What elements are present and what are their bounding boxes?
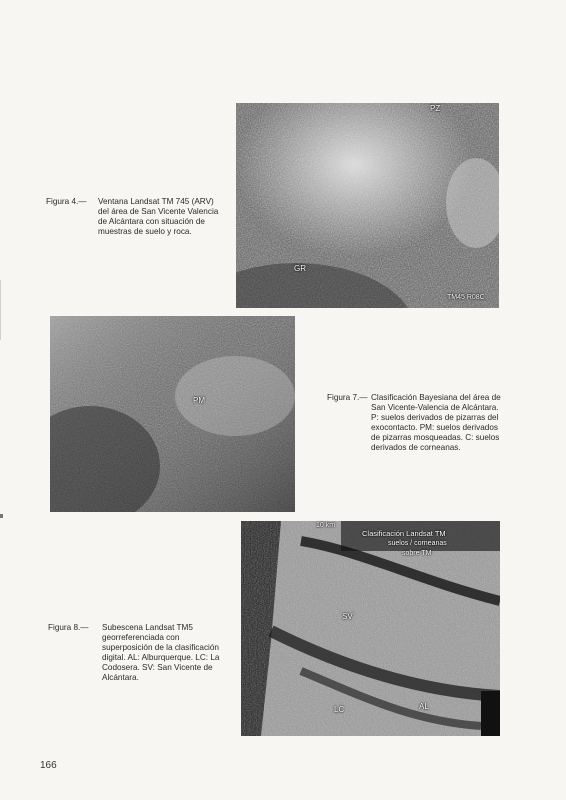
figure-4-number: Figura 4.—	[46, 197, 87, 206]
figure-8-legend-title-3: sobre TM	[402, 550, 432, 557]
figure-8-label-sv: SV	[342, 612, 353, 621]
figure-7-caption-text: Clasificación Bayesiana del área de San Vicente-Valencia de Alcántara. P: suelos derivados de pizarras del exocontacto. PM: suelos derivados de pizarras mosqueadas. C: suelos derivados de corneanas.	[371, 393, 501, 452]
figure-4-caption-text: Ventana Landsat TM 745 (ARV) del área de San Vicente Valencia de Alcántara con situación de muestras de suelo y roca.	[98, 197, 219, 236]
figure-8-scale-label: 10 km	[316, 522, 336, 529]
figure-8-label-lc: LC	[334, 705, 345, 714]
figure-4-label-corner: TM45 R08C	[447, 294, 485, 301]
page-number: 166	[40, 760, 57, 771]
figure-7-caption	[327, 393, 502, 453]
figure-8-legend-title-2: suelos / corneanas	[388, 540, 447, 547]
figure-8-caption-text: Subescena Landsat TM5 georreferenciada con superposición de la clasificación digital. AL: Alburquerque. LC: La Codosera. SV: San Vicente de Alcántara.	[102, 623, 220, 682]
figure-7-image	[50, 316, 295, 512]
figure-8-number: Figura 8.—	[48, 623, 89, 632]
figure-4-label-gr: GR	[294, 264, 306, 273]
figure-8-legend-title-1: Clasificación Landsat TM	[362, 529, 446, 538]
figure-4-caption	[46, 197, 224, 237]
margin-mark	[0, 514, 3, 518]
figure-8-label-al: AL	[419, 702, 429, 711]
figure-4-image	[236, 103, 499, 308]
figure-7-number: Figura 7.—	[327, 393, 368, 402]
figure-8-caption	[48, 623, 228, 683]
figure-7-label-pm: PM	[193, 396, 205, 405]
figure-4-label-pz: PZ	[430, 104, 441, 113]
margin-mark	[0, 280, 1, 340]
figure-8-image	[241, 521, 500, 736]
